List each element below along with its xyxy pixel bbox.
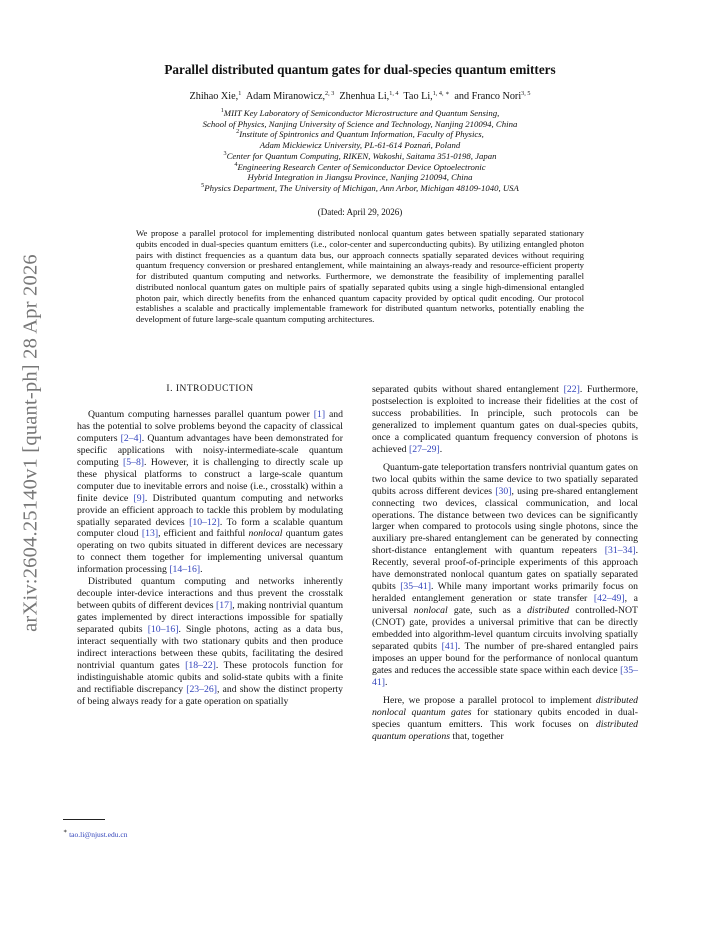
paragraph: Here, we propose a parallel protocol to implement distributed nonlocal quantum gates for stationary qubits encoded in dual-species quantum emitters. This work focuses on distributed quantum operations that, together	[372, 694, 638, 742]
affiliation-line: $^1$MIIT Key Laboratory of Semiconductor Microstructure and Quantum Sensing,	[220, 107, 500, 118]
paragraph: Quantum-gate teleportation transfers nontrivial quantum gates on two local qubits within the same device to two spatially separated qubits across different devices [30], using pre-shared entanglement connecting two devices, classical communication, and local operations. The distance between two devices can be significantly larger when compared to protocols using single photons, since the auxiliary pre-shared entanglement can be generated by connecting short-distance entanglement with quantum repeaters [31–34]. Recently, several proof-of-principle experiments of this approach have demonstrated nonlocal quantum gates on spatially separated qubits [35–41]. While many important works primarily focus on heralded entanglement generation or state transfer [42–49], a universal nonlocal gate, such as a distributed controlled-NOT (CNOT) gate, provides a universal primitive that can be directly embedded into algorithm-level quantum circuits involving spatially separated qubits [41]. The number of pre-shared entangled pairs imposes an upper bound for the performance of nonlocal quantum gates and reduces the accessible state space within each device [35–41].	[372, 461, 638, 688]
affiliation-line: Adam Mickiewicz University, PL-61-614 Poznań, Poland	[259, 140, 461, 151]
author: Zhihao Xie,$^1$	[189, 90, 242, 102]
section-heading: I. INTRODUCTION	[166, 384, 254, 394]
email-link[interactable]: tao.li@njust.edu.cn	[69, 830, 128, 839]
arxiv-side-label	[14, 223, 48, 663]
right-column	[372, 384, 638, 743]
author: Tao Li,$^{1, 4, ∗}$	[403, 90, 450, 102]
paragraph: Quantum computing harnesses parallel quantum power [1] and has the potential to solve problems beyond the capacity of classical computers [2–4]. Quantum advantages have been demonstrated for specific applications with noisy-intermediate-scale quantum computing [5–8]. However, it is challenging to directly scale up these physical platforms to construct a large-scale quantum computer due to inevitable errors and noise (i.e., crosstalk) within a finite device [9]. Distributed quantum computing and networks provide an efficient approach to tackle this problem by modulating spatially separated devices [10–12]. To form a scalable quantum computer cloud [13], efficient and faithful nonlocal quantum gates operating on two qubits situated in different devices are necessary to connect them together for implementing universal quantum information processing [14–16].	[77, 408, 344, 576]
abstract: We propose a parallel protocol for implementing distributed nonlocal quantum gates between spatially separated stationary qubits encoded in dual-species quantum emitters (i.e., color-center and superconducting qubits). By utilizing entangled photon pairs with distinct frequencies as a quantum data bus, our approach connects spatially separated devices without requiring quantum frequency conversion or preshared entanglement, while maintaining an always-ready and resource-efficient property for distributed quantum computing and networks. Furthermore, we demonstrate the feasibility of implementing parallel distributed nonlocal quantum gates on multiple pairs of spatially separated qubits using a single high-dimensional entangled photon pair, which directly benefits from the enhanced quantum capacity provided by optical qudit encoding. Our protocol establishes a scalable and practically implementable framework for distributed quantum networks, potentially enabling the development of future large-scale quantum computing architectures.	[136, 228, 584, 324]
author: Zhenhua Li,$^{1, 4}$	[339, 90, 399, 102]
left-column	[77, 384, 343, 708]
paragraph: separated qubits without shared entanglement [22]. Furthermore, postselection is exploited to increase their fidelities at the cost of success probabilities. In principle, such protocols can be generalized to implement quantum gates on dual-species qubits, once a complicated quantum frequency conversion of photons is achieved [27–29].	[372, 384, 638, 455]
arxiv-identifier: arXiv:2604.25140v1 [quant-ph] 28 Apr 2026	[19, 254, 42, 632]
affiliation-line: School of Physics, Nanjing University of Science and Technology, Nanjing 210094, China	[202, 118, 518, 129]
footnote: ∗ tao.li@njust.edu.cn	[63, 828, 128, 839]
author: and Franco Nori$^{3, 5}$	[454, 90, 531, 102]
paragraph: Distributed quantum computing and networks inherently decouple inter-device interactions and thus prevent the crosstalk between qubits of different devices [17], making nontrivial quantum gates implemented by direct interactions impossible for spatially separated qubits [10–16]. Single photons, acting as a data bus, interact sequentially with two stationary qubits and then produce indirect interactions between these qubits, facilitating the desired nontrivial quantum gates [18–22]. These protocols function for indistinguishable atomic qubits and solid-state qubits with a finite and rectifiable discrepancy [23–26], and show the distinct property of being always ready for a gate operation on spatially	[77, 576, 344, 707]
dated-line: (Dated: April 29, 2026)	[317, 207, 403, 217]
affiliation-line: Hybrid Integration in Jiangsu Province, Nanjing 210094, China	[247, 172, 473, 183]
author: Adam Miranowicz,$^{2, 3}$	[245, 90, 335, 102]
affiliation-line: $^5$Physics Department, The University of Michigan, Ann Arbor, Michigan 48109-1040, USA	[201, 181, 519, 193]
affiliation-line: $^4$Engineering Research Center of Semiconductor Device Optoelectronic	[234, 160, 486, 172]
paper-title: Parallel distributed quantum gates for dual-species quantum emitters	[164, 62, 556, 77]
author-list	[60, 91, 660, 102]
affiliations	[60, 108, 660, 194]
affiliation-line: $^3$Center for Quantum Computing, RIKEN, Wakoshi, Saitama 351-0198, Japan	[223, 149, 497, 161]
affiliation-line: $^2$Institute of Spintronics and Quantum Information, Faculty of Physics,	[236, 128, 484, 140]
footnote-rule	[63, 819, 105, 820]
